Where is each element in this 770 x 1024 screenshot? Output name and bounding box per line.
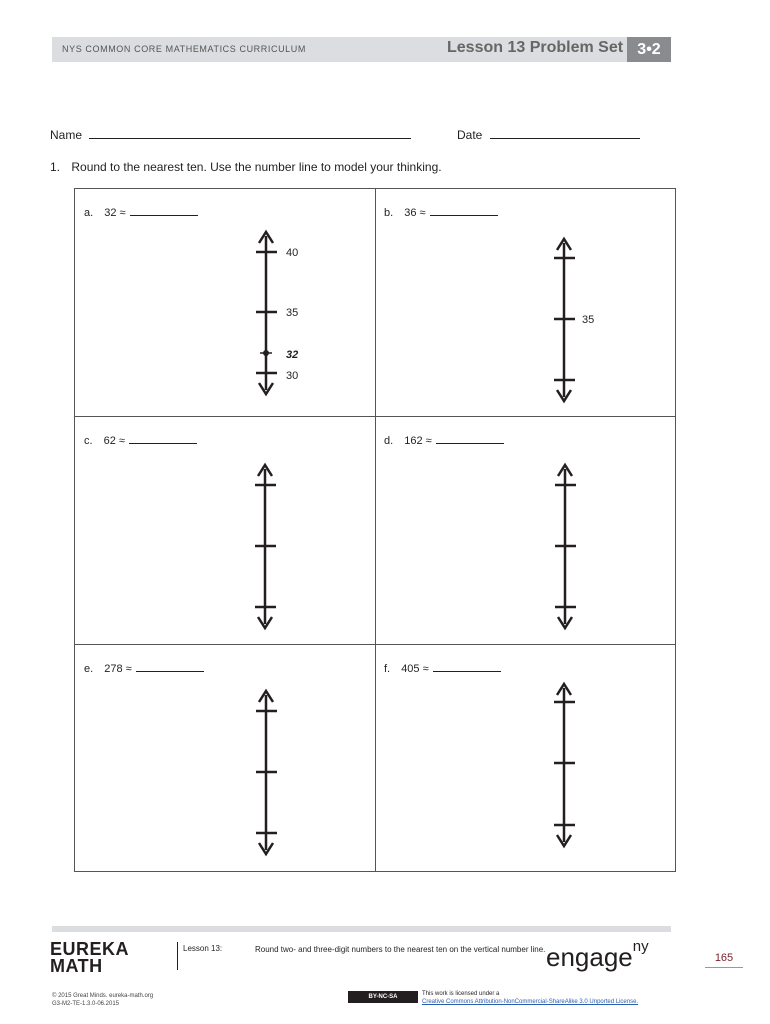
label-35: 35 [582, 314, 595, 326]
number-line-c [255, 465, 276, 628]
lesson-title: Lesson 13 Problem Set [447, 39, 624, 56]
problem-letter: f. [384, 663, 391, 675]
number-line-b [554, 239, 575, 401]
problem-letter: e. [84, 663, 94, 675]
date-label: Date [457, 128, 483, 142]
name-label: Name [50, 128, 83, 142]
footer-separator [177, 942, 178, 970]
problem-expr: 32 ≈ [104, 207, 126, 219]
curriculum-title: NYS COMMON CORE MATHEMATICS CURRICULUM [62, 44, 306, 54]
engage-sup: ny [632, 938, 649, 955]
number-line-d [555, 465, 576, 628]
eureka-math-logo [50, 941, 129, 975]
engageny-logo [546, 938, 649, 973]
problem-expr: 162 ≈ [404, 435, 432, 447]
number-line-e [256, 691, 277, 854]
footer-lesson-label: Lesson 13: [183, 944, 223, 953]
grade-module-badge: 3•2 [627, 37, 671, 62]
license-line1: This work is licensed under a [422, 991, 500, 997]
number-line-a [256, 232, 277, 394]
engage-text: engage [546, 942, 633, 972]
problem-expr: 278 ≈ [104, 663, 132, 675]
license-link[interactable]: Creative Commons Attribution-NonCommercial-ShareAlike 3.0 Unported License. [422, 999, 639, 1005]
label-32: 32 [286, 349, 299, 361]
label-40: 40 [286, 247, 299, 259]
question-number: 1. [50, 160, 61, 174]
question-text: Round to the nearest ten. Use the number line to model your thinking. [71, 160, 442, 174]
problem-expr: 36 ≈ [404, 207, 426, 219]
problem-expr: 405 ≈ [401, 663, 429, 675]
copyright-line2: G3-M2-TE-1.3.0-06.2015 [52, 1001, 120, 1007]
problem-expr: 62 ≈ [103, 435, 125, 447]
license-text [422, 990, 638, 1006]
page-number: 165 [705, 952, 743, 968]
footer-lesson-description: Round two- and three-digit numbers to the nearest ten on the vertical number line. [255, 945, 546, 954]
number-line-f [554, 684, 575, 846]
label-35: 35 [286, 307, 299, 319]
problem-letter: b. [384, 207, 394, 219]
problem-letter: d. [384, 435, 394, 447]
copyright [52, 992, 153, 1008]
problem-letter: c. [84, 435, 93, 447]
logo-line1: EUREKA [50, 939, 130, 959]
point-marker [263, 350, 269, 356]
cc-license-badge: BY-NC-SA [348, 991, 418, 1003]
footer-bar [52, 926, 671, 932]
label-30: 30 [286, 370, 299, 382]
copyright-line1: © 2015 Great Minds. eureka-math.org [52, 993, 154, 999]
problem-letter: a. [84, 207, 94, 219]
logo-line2: MATH [50, 956, 103, 976]
